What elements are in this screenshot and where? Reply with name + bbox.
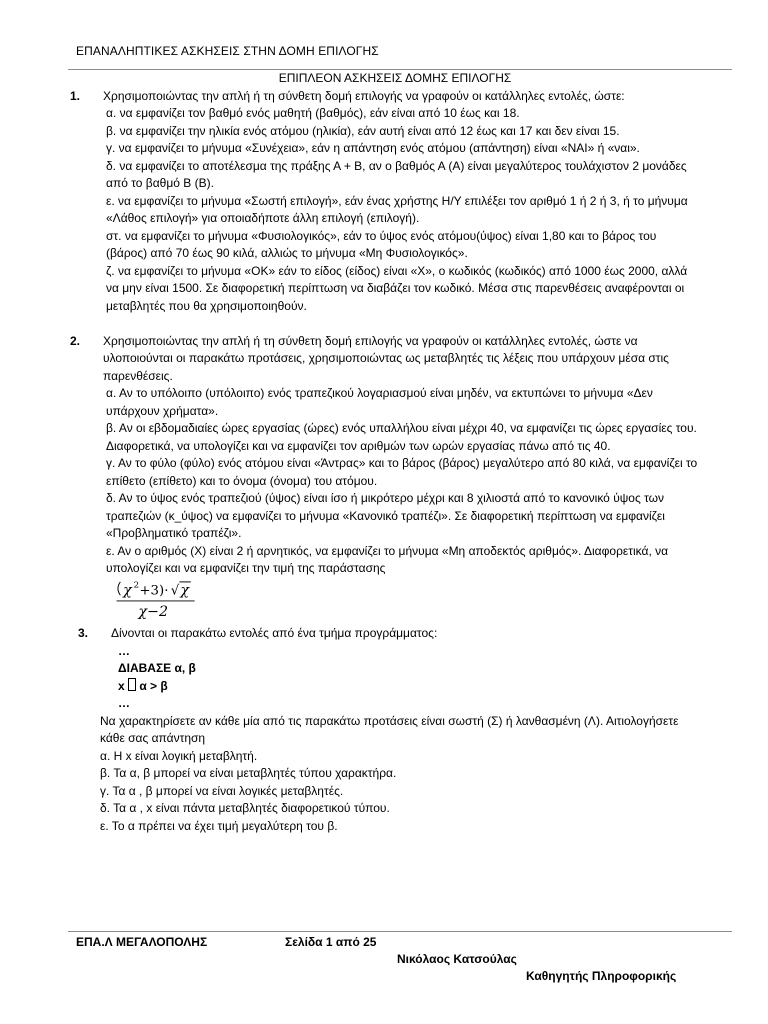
list-item: ζ. να εμφανίζει το μήνυμα «ΟΚ» εάν το είδος (είδος) είναι «Χ», ο κωδικός (κωδικός) από 1000 έως 2000, αλλά να μην είναι 1500. Σε διαφορετική περίπτωση να διαβάζει τον κωδικό. Μέσα στις παρενθέσεις αναφέρονται οι μεταβλητές που θα χρησιμοποιηθούν.	[106, 263, 688, 313]
list-item: στ. να εμφανίζει το μήνυμα «Φυσιολογικός», εάν το ύψος ενός ατόμου(ύψος) είναι 1,80 και το βάρος του (βάρος) από 70 έως 90 κιλά, αλλιώς το μήνυμα «Μη Φυσιολογικός».	[106, 228, 657, 260]
task-text: Να χαρακτηρίσετε αν κάθε μία από τις παρακάτω προτάσεις είναι σωστή (Σ) ή λανθασμένη (Λ). Αιτιολογήσετε κάθε σας απάντηση	[100, 713, 679, 745]
list-item: γ. Αν το φύλο (φύλο) ενός ατόμου είναι «Άντρας» και το βάρος (βάρος) μεγαλύτερο από 80 κιλά, να εμφανίζει το επίθετο (επίθετο) και το όνομα (όνομα) του ατόμου.	[106, 456, 698, 488]
formula-root-sign: √	[170, 582, 180, 598]
code-block	[70, 643, 700, 713]
question-number: 3.	[78, 626, 89, 640]
list-item: ε. Αν ο αριθμός (Χ) είναι 2 ή αρνητικός, να εμφανίζει το μήνυμα «Μη αποδεκτός αριθμός». Διαφορετικά, να υπολογίζει και να εμφανίζει την τιμή της παράστασης	[106, 543, 669, 575]
list-item: γ. Τα α , β μπορεί να είναι λογικές μεταβλητές.	[100, 783, 344, 798]
math-formula	[112, 580, 222, 620]
question-body	[103, 88, 700, 316]
code-line: …	[118, 696, 130, 710]
list-item: α. Αν το υπόλοιπο (υπόλοιπο) ενός τραπεζικού λογαριασμού είναι μηδέν, να εκτυπώνει το μήνυμα «Δεν υπάρχουν χρήματα».	[106, 386, 653, 418]
question-intro: Χρησιμοποιώντας την απλή ή τη σύνθετη δομή επιλογής να γραφούν οι κατάλληλες εντολές, ώστε να υλοποιούνται οι παρακάτω προτάσεις, χρησιμοποιώντας ως μεταβλητές τις λέξεις που υπάρχουν μέσα στις παρενθέσεις.	[103, 333, 669, 383]
question-2	[70, 333, 700, 578]
list-item: δ. Αν το ύψος ενός τραπεζιού (ύψος) είναι ίσο ή μικρότερο μέχρι και 8 χιλιοστά από το κανονικό ύψος των τραπεζιών (κ_ύψος) να εμφανίζει το μήνυμα «Κανονικό τραπέζι». Σε διαφορετική περίπτωση να εμφανίζει «Προβληματικό τραπέζι».	[106, 491, 665, 540]
question-intro: Χρησιμοποιώντας την απλή ή τη σύνθετη δομή επιλογής να γραφούν οι κατάλληλες εντολές, ώστε:	[103, 88, 625, 103]
list-item: γ. να εμφανίζει το μήνυμα «Συνέχεια», εάν η απάντηση ενός ατόμου (απάντηση) είναι «ΝΑΙ» ή «ναι».	[106, 141, 640, 155]
list-item: α. Η x είναι λογική μεταβλητή.	[100, 748, 258, 763]
task-block	[70, 713, 700, 836]
formula-variable: χ	[123, 581, 132, 598]
footer-divider	[68, 931, 732, 932]
document-body	[70, 70, 700, 835]
list-item: ε. Το α πρέπει να έχει τιμή μεγαλύτερη του β.	[100, 818, 338, 833]
formula-variable: χ	[180, 581, 189, 598]
question-body	[103, 333, 700, 578]
footer-school: ΕΠΑ.Λ ΜΕΓΑΛΟΠΟΛΗΣ	[76, 935, 208, 949]
missing-glyph-icon	[128, 678, 136, 691]
list-item: δ. Τα α , x είναι πάντα μεταβλητές διαφορετικού τύπου.	[100, 801, 390, 815]
question-3	[70, 625, 700, 643]
question-intro: Δίνονται οι παρακάτω εντολές από ένα τμήμα προγράμματος:	[111, 626, 438, 640]
page-header-title: ΕΠΑΝΑΛΗΠΤΙΚΕΣ ΑΣΚΗΣΕΙΣ ΣΤΗΝ ΔΟΜΗ ΕΠΙΛΟΓΗΣ	[76, 44, 379, 58]
formula-denominator: χ−2	[138, 603, 169, 620]
footer-role: Καθηγητής Πληροφορικής	[526, 969, 677, 983]
list-item: β. να εμφανίζει την ηλικία ενός ατόμου (ηλικία), εάν αυτή είναι από 12 έως και 17 και δεν είναι 15.	[106, 123, 620, 138]
list-item: δ. να εμφανίζει το αποτέλεσμα της πράξης Α + Β, αν ο βαθμός Α (Α) είναι μεγαλύτερος τουλάχιστον 2 μονάδες από το βαθμό Β (Β).	[106, 158, 687, 190]
question-number: 1.	[70, 88, 81, 103]
question-1	[70, 88, 700, 316]
formula-exponent: 2	[133, 580, 140, 591]
question-body	[111, 625, 700, 643]
list-item: ε. να εμφανίζει το μήνυμα «Σωστή επιλογή», εάν ένας χρήστης Η/Υ επιλέξει τον αριθμό 1 ή 2 ή 3, ή το μήνυμα «Λάθος επιλογή» για οποιαδήποτε άλλη επιλογή (επιλογή).	[106, 193, 688, 225]
section-title: ΕΠΙΠΛΕΟΝ ΑΣΚΗΣΕΙΣ ΔΟΜΗΣ ΕΠΙΛΟΓΗΣ	[278, 71, 512, 85]
footer-author: Νικόλαος Κατσούλας	[397, 952, 517, 966]
code-line: …	[118, 643, 130, 658]
question-number: 2.	[70, 333, 81, 348]
footer-page-number: Σελίδα 1 από 25	[285, 935, 377, 949]
code-line: x α > β	[118, 678, 168, 693]
code-line: ΔΙΑΒΑΣΕ α, β	[118, 661, 196, 675]
formula-plus-term: +3)·	[139, 582, 169, 598]
list-item: β. Αν οι εβδομαδιαίες ώρες εργασίας (ώρες) ενός υπαλλήλου είναι μέχρι 40, να εμφανίζει τις ώρες εργασίες του. Διαφορετικά, να υπολογίζει και να εμφανίζει τον αριθμών των ωρών εργασίας πάνω από τις 40.	[106, 421, 697, 453]
list-item: α. να εμφανίζει τον βαθμό ενός μαθητή (βαθμός), εάν είναι από 10 έως και 18.	[106, 106, 520, 120]
list-item: β. Τα α, β μπορεί να είναι μεταβλητές τύπου χαρακτήρα.	[100, 766, 397, 780]
